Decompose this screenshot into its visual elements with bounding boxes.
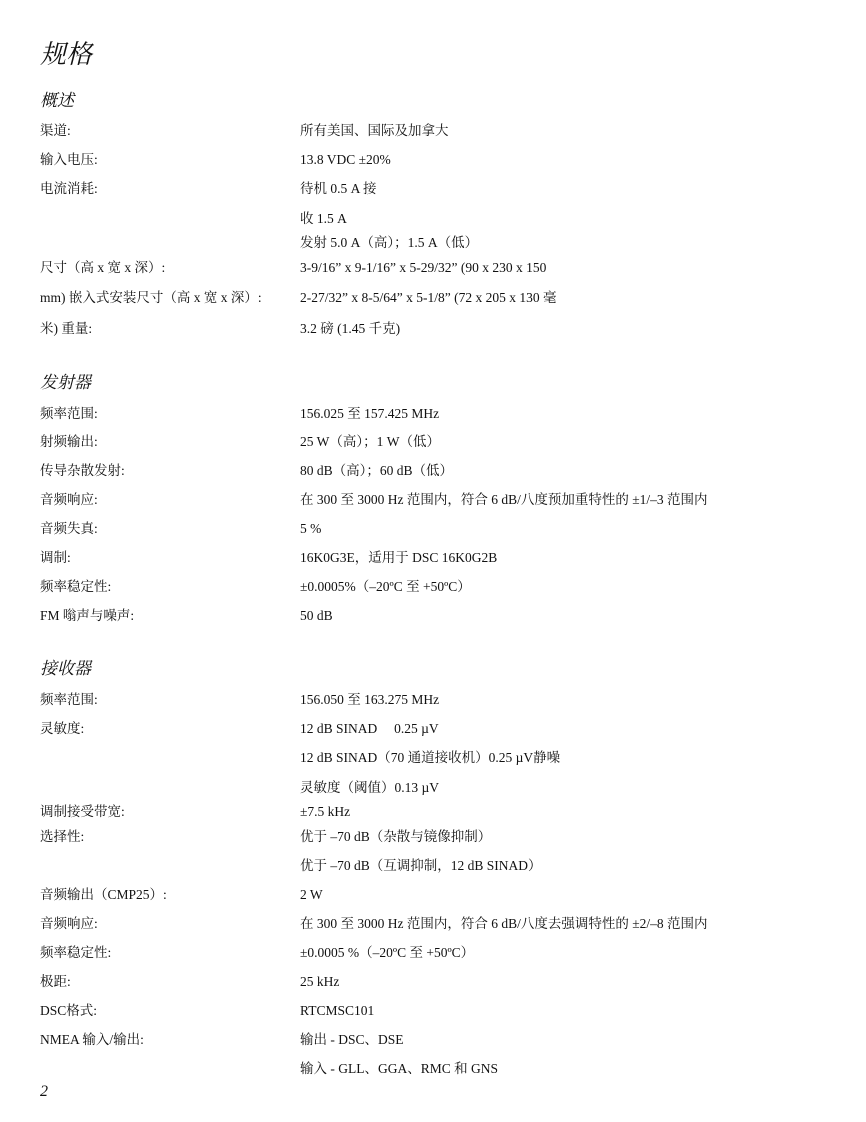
spec-label: 米) 重量:	[40, 321, 93, 336]
spec-label: 音频响应:	[40, 492, 98, 507]
spec-label: 调制:	[40, 550, 71, 565]
spec-value: 16K0G3E，适用于 DSC 16K0G2B	[300, 550, 498, 565]
spec-label: 射频输出:	[40, 434, 98, 449]
spec-label: 渠道:	[40, 123, 71, 138]
spec-value: 2 W	[300, 887, 323, 902]
spec-label: 音频失真:	[40, 521, 98, 536]
spec-label: NMEA 输入/输出:	[40, 1032, 144, 1047]
section-title-transmitter: 发射器	[40, 373, 91, 392]
spec-label: 频率范围:	[40, 406, 98, 421]
spec-value: 优于 –70 dB（杂散与镜像抑制）	[300, 829, 492, 844]
spec-value: ±0.0005%（–20ºC 至 +50ºC）	[300, 579, 471, 594]
spec-value: 156.050 至 163.275 MHz	[300, 692, 440, 707]
spec-value: ±0.0005 %（–20ºC 至 +50ºC）	[300, 945, 475, 960]
spec-value: ±7.5 kHz	[300, 804, 351, 819]
spec-value: 待机 0.5 A 接	[300, 181, 377, 196]
spec-value: 80 dB（高）；60 dB（低）	[300, 463, 454, 478]
spec-label: 选择性:	[40, 829, 85, 844]
spec-value: 25 W（高）；1 W（低）	[300, 434, 440, 449]
spec-value: 在 300 至 3000 Hz 范围内，符合 6 dB/八度预加重特性的 ±1/–3 范围内	[300, 492, 708, 507]
spec-value: 优于 –70 dB（互调抑制，12 dB SINAD）	[300, 858, 542, 873]
spec-label: 音频响应:	[40, 916, 98, 931]
spec-value: 在 300 至 3000 Hz 范围内，符合 6 dB/八度去强调特性的 ±2/–8 范围内	[300, 916, 708, 931]
spec-value: 25 kHz	[300, 974, 340, 989]
spec-value: 收 1.5 A	[300, 211, 347, 226]
spec-value: 156.025 至 157.425 MHz	[300, 406, 440, 421]
spec-label: 频率稳定性:	[40, 579, 112, 594]
spec-label: FM 嗡声与噪声:	[40, 608, 135, 623]
spec-label: 电流消耗:	[40, 181, 98, 196]
spec-value: 3.2 磅 (1.45 千克)	[300, 321, 401, 336]
spec-value: 输出 - DSC、DSE	[300, 1032, 404, 1047]
spec-value: 5 %	[300, 521, 322, 536]
section-title-overview: 概述	[40, 91, 74, 110]
section-title-receiver: 接收器	[40, 659, 91, 678]
spec-value: 发射 5.0 A（高）；1.5 A（低）	[300, 235, 479, 250]
spec-value: 2-27/32” x 8-5/64” x 5-1/8” (72 x 205 x 130 毫	[300, 290, 557, 305]
spec-value: RTCMSC101	[300, 1003, 375, 1018]
spec-label: DSC格式:	[40, 1003, 98, 1018]
spec-value: 输入 - GLL、GGA、RMC 和 GNS	[300, 1061, 499, 1076]
spec-value: 12 dB SINAD（70 通道接收机）0.25 µV静噪	[300, 750, 561, 765]
spec-label: 灵敏度:	[40, 721, 85, 736]
spec-label: 尺寸（高 x 宽 x 深）:	[40, 260, 166, 275]
spec-value: 灵敏度（阈值）0.13 µV	[300, 780, 440, 795]
spec-label: 频率稳定性:	[40, 945, 112, 960]
page-title: 规格	[40, 40, 93, 69]
spec-label: 传导杂散发射:	[40, 463, 125, 478]
spec-label: 音频输出（CMP25）:	[40, 887, 167, 902]
spec-value: 3-9/16” x 9-1/16” x 5-29/32” (90 x 230 x 150	[300, 260, 547, 275]
spec-label: mm) 嵌入式安装尺寸（高 x 宽 x 深）:	[40, 290, 262, 305]
page-number: 2	[40, 1083, 48, 1100]
spec-value: 12 dB SINAD 0.25 µV	[300, 721, 439, 736]
spec-label: 极距:	[40, 974, 71, 989]
spec-label: 输入电压:	[40, 152, 98, 167]
spec-value: 13.8 VDC ±20%	[300, 152, 391, 167]
spec-value: 50 dB	[300, 608, 333, 623]
spec-value: 所有美国、国际及加拿大	[300, 123, 449, 138]
spec-label: 频率范围:	[40, 692, 98, 707]
spec-label: 调制接受带宽:	[40, 804, 125, 819]
